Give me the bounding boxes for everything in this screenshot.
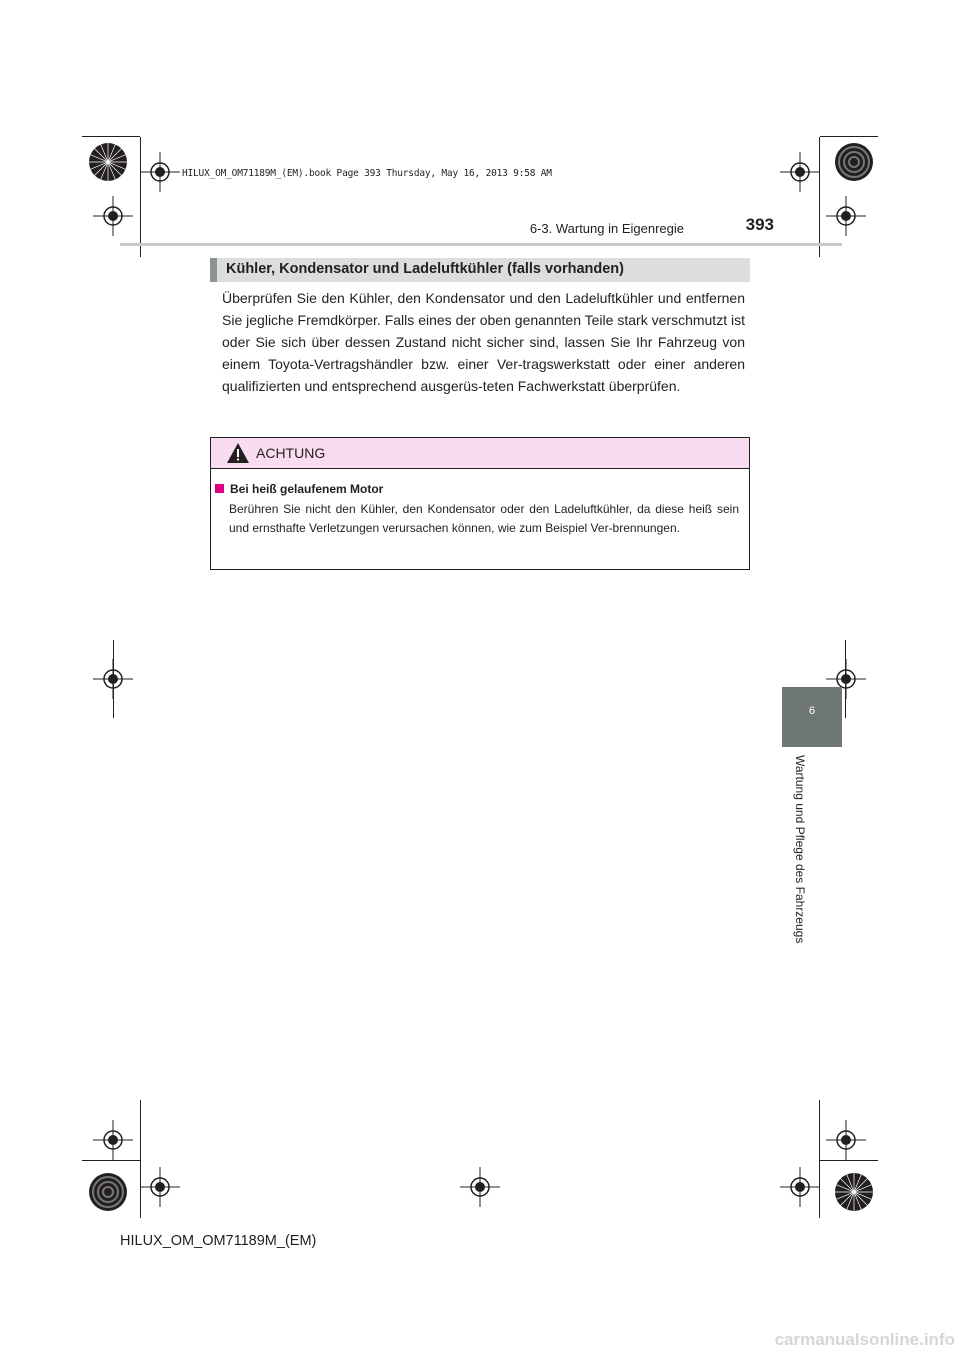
body-paragraph: Überprüfen Sie den Kühler, den Kondensator und den Ladeluftkühler und entfernen Sie jegliche Fremdkörper. Falls eines der oben genannten Teile stark verschmutzt ist oder Sie sich über dessen Zustand nicht sicher sind, lassen Sie Ihr Fahrzeug von einem Toyota-Vertragshändler bzw. einer Ver-tragswerkstatt oder einer anderen qualifizierten und entsprechend ausgerüs-teten Fachwerkstatt überprüfen. (222, 290, 745, 394)
warning-subtitle (215, 482, 383, 496)
chapter-label (793, 755, 811, 965)
watermark: carmanualsonline.info (774, 1330, 955, 1349)
warning-header (211, 438, 749, 469)
starburst-calibration-icon (88, 142, 128, 182)
registration-mark-icon (826, 1120, 866, 1160)
warning-subtitle-text: Bei heiß gelaufenem Motor (230, 482, 384, 496)
page-number: 393 (745, 215, 774, 234)
print-info: HILUX_OM_OM71189M_(EM).book Page 393 Thursday, May 16, 2013 9:58 AM (182, 168, 552, 179)
section-title: Kühler, Kondensator und Ladeluftkühler (falls vorhanden) (226, 261, 624, 277)
chapter-tab (782, 687, 842, 747)
warning-triangle-icon (226, 442, 250, 464)
registration-mark-icon (140, 1167, 180, 1207)
chapter-label-text: Wartung und Pflege des Fahrzeugs (793, 755, 807, 944)
starburst-calibration-icon (834, 142, 874, 182)
registration-mark-icon (140, 152, 180, 192)
registration-mark-icon (460, 1167, 500, 1207)
warning-text: Berühren Sie nicht den Kühler, den Kondensator oder den Ladeluftkühler, da diese heiß sein und ernsthafte Verletzungen verursachen können, wie zum Beispiel Ver-brennungen. (229, 502, 739, 535)
starburst-calibration-icon (88, 1172, 128, 1212)
registration-mark-icon (93, 659, 133, 699)
starburst-calibration-icon (834, 1172, 874, 1212)
heading-accent (210, 258, 217, 282)
bullet-square-icon (215, 484, 224, 493)
warning-box (210, 437, 750, 570)
registration-mark-icon (780, 1167, 820, 1207)
registration-mark-icon (93, 196, 133, 236)
header-section: 6-3. Wartung in Eigenregie (529, 221, 684, 236)
registration-mark-icon (826, 196, 866, 236)
footer-code: HILUX_OM_OM71189M_(EM) (120, 1233, 317, 1249)
section-heading (210, 258, 750, 282)
registration-mark-icon (93, 1120, 133, 1160)
header-rule (120, 243, 842, 246)
registration-mark-icon (780, 152, 820, 192)
chapter-number: 6 (808, 705, 816, 717)
warning-title: ACHTUNG (256, 445, 326, 461)
